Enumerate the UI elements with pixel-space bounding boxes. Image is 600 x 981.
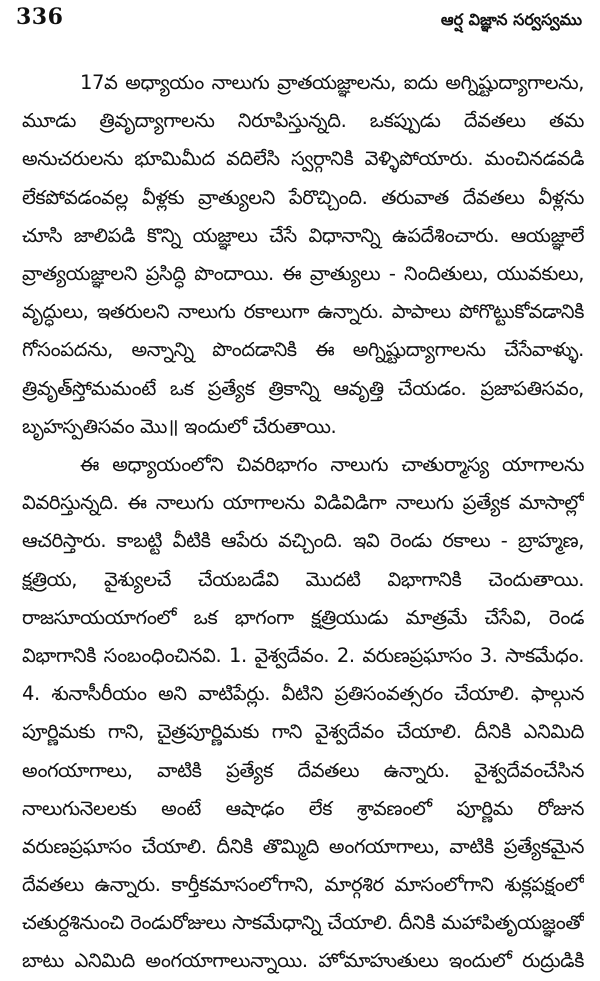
paragraph-line: అనుచరులను భూమిమీద వదిలేసి స్వర్గానికి వెళ్ళిపోయారు. మంచినడవడి (22, 147, 584, 171)
paragraph-line: అంగయాగాలు, వాటికి ప్రత్యేక దేవతలు ఉన్నారు. వైశ్వదేవంచేసిన (22, 758, 584, 782)
running-title: ఆర్ష విజ్ఞాన సర్వస్వము (440, 10, 582, 29)
paragraph-line: గోసంపదను, అన్నాన్ని పొందడానికి ఈ అగ్నిష్టుద్యాగాలను చేసేవాళ్ళు. (22, 338, 584, 362)
paragraph-line: చతుర్దశినుంచి రెండురోజులు సాకమేధాన్ని చేయాలి. దీనికి మహాపితృయజ్ఞంతో (22, 911, 584, 935)
paragraph-line: ఈ అధ్యాయంలోని చివరిభాగం నాలుగు చాతుర్మాస్య యాగాలను (80, 453, 584, 476)
paragraph-line: బాటు ఎనిమిది అంగయాగాలున్నాయి. హోమాహుతులు ఇందులో రుద్రుడికి (22, 949, 584, 973)
paragraph-line: దేవతలు ఉన్నారు. కార్తీకమాసంలోగాని, మార్గశిర మాసంలోగాని శుక్లపక్షంలో (22, 873, 584, 897)
paragraph-line: వరుణప్రఘాసం చేయాలి. దీనికి తొమ్మిది అంగయాగాలు, వాటికి ప్రత్యేకమైన (22, 834, 584, 858)
paragraph-line: 4. శునాసీరీయం అని వాటిపేర్లు. వీటిని ప్రతిసంవత్సరం చేయాలి. ఫాల్గున (22, 682, 584, 706)
paragraph-line: లేకపోవడంవల్ల వీళ్లకు వ్రాత్యులని పేరొచ్చింది. తరువాత దేవతలు వీళ్లను (22, 185, 584, 209)
page-number: 336 (16, 4, 64, 30)
page-header (16, 4, 582, 38)
paragraph-line: 17వ అధ్యాయం నాలుగు వ్రాతయజ్ఞాలను, ఐదు అగ్నిష్టుద్యాగాలను, (80, 71, 584, 94)
paragraph-1 (22, 64, 584, 446)
paragraph-line: రాజసూయయాగంలో ఒక భాగంగా క్షత్రియుడు మాత్రమే చేసేవి, రెండ (22, 605, 584, 629)
paragraph-line: వృద్ధులు, ఇతరులని నాలుగు రకాలుగా ఉన్నారు. పాపాలు పోగొట్టుకోవడానికి (22, 300, 584, 324)
paragraph-line: పూర్ణిమకు గాని, చైత్రపూర్ణిమకు గాని వైశ్వదేవం చేయాలి. దీనికి ఎనిమిది (22, 720, 584, 744)
paragraph-line: వ్రాత్యయజ్ఞాలని ప్రసిద్ధి పొందాయి. ఈ వ్రాత్యులు - నిందితులు, యువకులు, (22, 261, 584, 285)
paragraph-line: చూసి జాలిపడి కొన్ని యజ్ఞాలు చేసే విధానాన్ని ఉపదేశించారు. ఆయజ్ఞాలే (22, 223, 584, 247)
paragraph-line: వివరిస్తున్నది. ఈ నాలుగు యాగాలను విడివిడిగా నాలుగు ప్రత్యేక మాసాల్లో (22, 491, 584, 515)
paragraph-line: నాలుగునెలలకు అంటే ఆషాఢం లేక శ్రావణంలో పూర్ణిమ రోజున (22, 796, 584, 820)
paragraph-line: ఆచరిస్తారు. కాబట్టి వీటికి ఆపేరు వచ్చింది. ఇవి రెండు రకాలు - బ్రాహ్మణ, (22, 529, 584, 553)
paragraph-line: విభాగానికి సంబంధించినవి. 1. వైశ్వదేవం. 2. వరుణప్రఘాసం 3. సాకమేధం. (22, 643, 584, 667)
paragraph-line: బృహస్పతిసవం మొ॥ ఇందులో చేరుతాయి. (22, 414, 337, 438)
paragraph-line: త్రివృత్‌స్తోమమంటే ఒక ప్రత్యేక త్రికాన్ని ఆవృత్తి చేయడం. ప్రజాపతిసవం, (22, 376, 584, 400)
paragraph-line: మూడు త్రివృద్యాగాలను నిరూపిస్తున్నది. ఒకప్పుడు దేవతలు తమ (22, 109, 584, 133)
paragraph-2 (22, 446, 584, 981)
paragraph-line: క్షత్రియ, వైశ్యులచే చేయబడేవి మొదటి విభాగానికి చెందుతాయి. (22, 567, 584, 591)
